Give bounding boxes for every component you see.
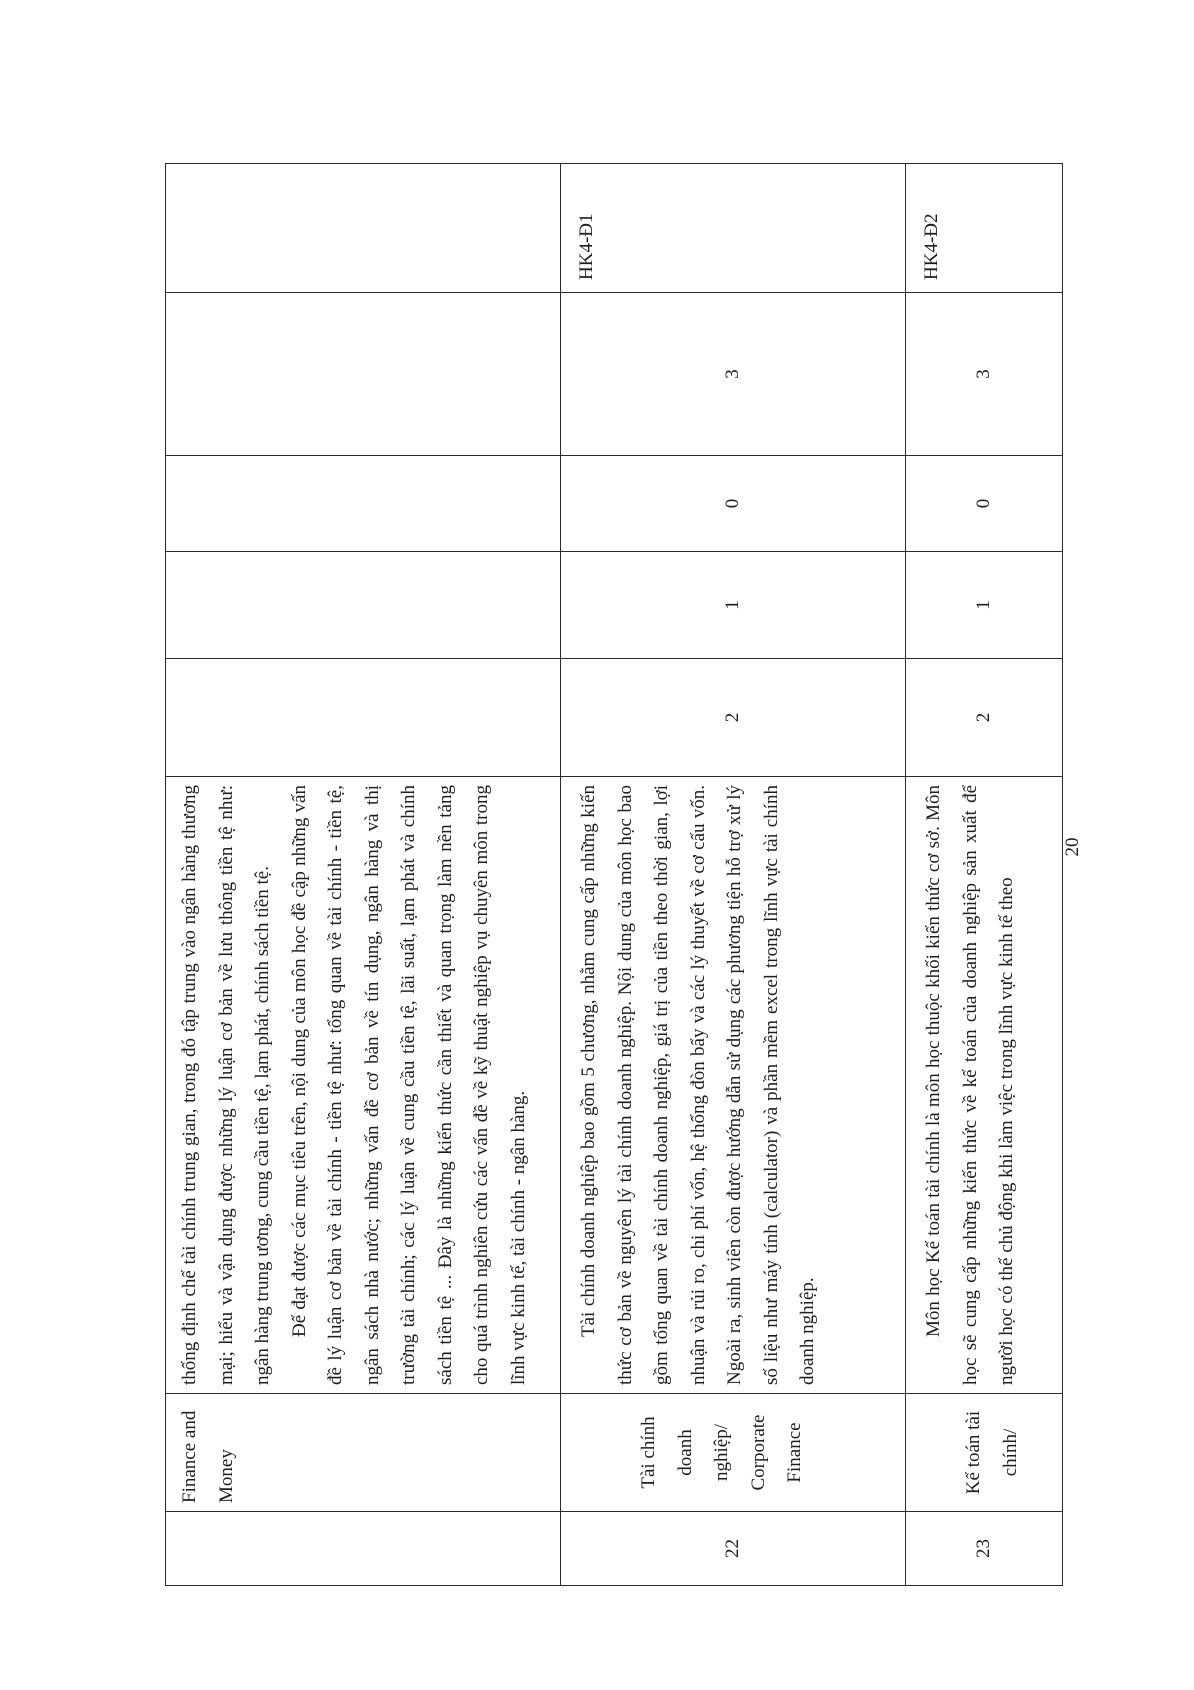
theory-cell: 1 xyxy=(906,552,1063,659)
semester-cell: 3 xyxy=(906,293,1063,456)
course-name xyxy=(561,1394,906,1512)
course-description xyxy=(906,777,1063,1394)
row-number: 22 xyxy=(561,1512,906,1586)
course-description xyxy=(166,777,561,1394)
term-cell: HK4-Đ2 xyxy=(906,164,1063,293)
term-cell xyxy=(166,164,561,293)
table-row xyxy=(906,164,1063,1586)
table-row xyxy=(561,164,906,1586)
practice-cell: 0 xyxy=(906,456,1063,552)
row-number: 23 xyxy=(906,1512,1063,1586)
description-paragraph: Tài chính doanh nghiệp bao gồm 5 chương, nhằm cung cấp những kiến thức cơ bản về nguyên lý tài chính doanh nghiệp. Nội dung của môn học bao gồm tổng quan về tài chính doanh nghiệp, giá trị của tiền theo thời gian, lợi nhuận và rủi ro, chi phí vốn, hệ thống đòn bẩy và các lý thuyết về cơ cấu vốn. Ngoài ra, sinh viên còn được hướng dẫn sử dụng các phương tiện hỗ trợ xử lý số liệu như máy tính (calculator) và phần mềm excel trong lĩnh vực tài chính doanh nghiệp. xyxy=(578,785,818,1385)
semester-cell xyxy=(166,293,561,456)
course-name-line: chính/ xyxy=(999,1428,1021,1477)
page-number: 20 xyxy=(1062,837,1083,857)
practice-cell xyxy=(166,456,561,552)
course-name-line: doanh nghiệp/ xyxy=(674,1424,732,1481)
practice-cell: 0 xyxy=(561,456,906,552)
description-paragraph: Để đạt được các mục tiêu trên, nội dung của môn học đề cập những vấn đề lý luận cơ bản về tài chính - tiền tệ như: tổng quan về tài chính - tiền tệ, ngân sách nhà nước; những vấn đề cơ bản về tín dụng, ngân hàng và thị trường tài chính; các lý luận về cung cầu tiền tệ, lãi suất, lạm phát và chính sách tiền tệ ... Đây là những kiến thức cần thiết và quan trọng làm nền tảng cho quá trình nghiên cứu các vấn đề về kỹ thuật nghiệp vụ chuyên môn trong lĩnh vực kinh tế, tài chính - ngân hàng. xyxy=(288,785,529,1385)
table-row xyxy=(166,164,561,1586)
theory-cell: 1 xyxy=(561,552,906,659)
course-table xyxy=(165,163,1063,1586)
row-number xyxy=(166,1512,561,1586)
course-name xyxy=(906,1394,1063,1512)
credits-cell: 2 xyxy=(561,659,906,777)
credits-cell xyxy=(166,659,561,777)
semester-cell: 3 xyxy=(561,293,906,456)
course-name xyxy=(166,1394,561,1512)
course-name-line: Corporate xyxy=(747,1414,769,1491)
term-cell: HK4-Đ1 xyxy=(561,164,906,293)
credits-cell: 2 xyxy=(906,659,1063,777)
course-name-line: Kế toán tài xyxy=(963,1410,984,1495)
course-name-line: Money xyxy=(215,1449,237,1503)
course-name-line: Finance xyxy=(784,1422,805,1483)
description-paragraph: thống định chế tài chính trung gian, trong đó tập trung vào ngân hàng thương mại; hiểu và vận dụng được những lý luận cơ bản về lưu thông tiền tệ như: ngân hàng trung ương, cung cầu tiền tệ, lạm phát, chính sách tiền tệ. xyxy=(179,785,273,1385)
course-name-line: Finance and xyxy=(179,1410,200,1503)
theory-cell xyxy=(166,552,561,659)
course-name-line: Tài chính xyxy=(638,1416,659,1489)
description-paragraph: Môn học Kế toán tài chính là môn học thuộc khối kiến thức cơ sở. Môn học sẽ cung cấp những kiến thức về kế toán của doanh nghiệp sản xuất để người học có thể chủ động khi làm việc trong lĩnh vực kinh tế theo xyxy=(923,785,1017,1385)
course-description xyxy=(561,777,906,1394)
